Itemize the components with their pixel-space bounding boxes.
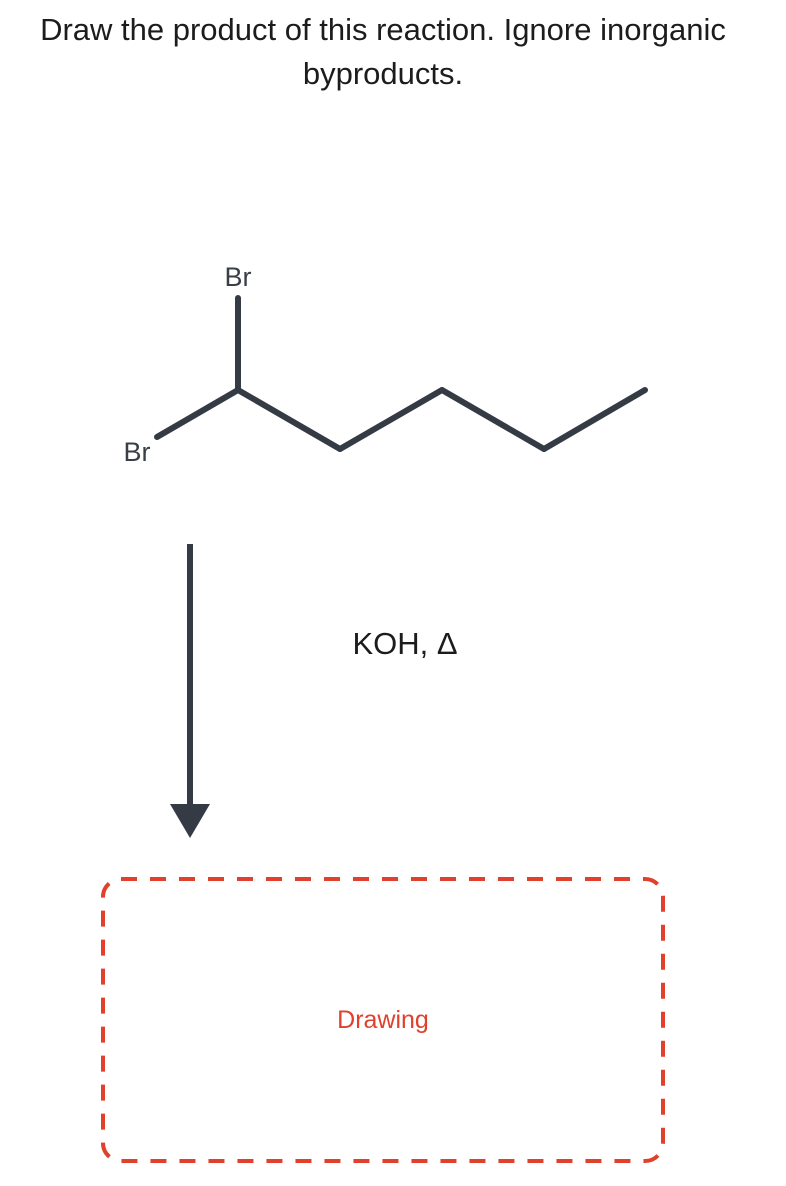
bond-c2-c3	[340, 390, 442, 449]
down-arrow-icon	[168, 540, 212, 842]
drawing-area-button[interactable]	[100, 876, 666, 1164]
bond-c3-c4	[442, 390, 544, 449]
bond-c4-c5	[544, 390, 645, 449]
reactant-structure	[0, 240, 786, 480]
bond-br-ch2	[157, 390, 238, 437]
question-text: Draw the product of this reaction. Ignore inorganic byproducts.	[40, 12, 726, 91]
bond-c1-c2	[238, 390, 340, 449]
bromine-label-left: Br	[123, 437, 151, 467]
reagents-label: KOH, Δ	[352, 626, 458, 661]
bromine-label-top: Br	[224, 262, 252, 292]
drawing-label: Drawing	[337, 1006, 429, 1034]
